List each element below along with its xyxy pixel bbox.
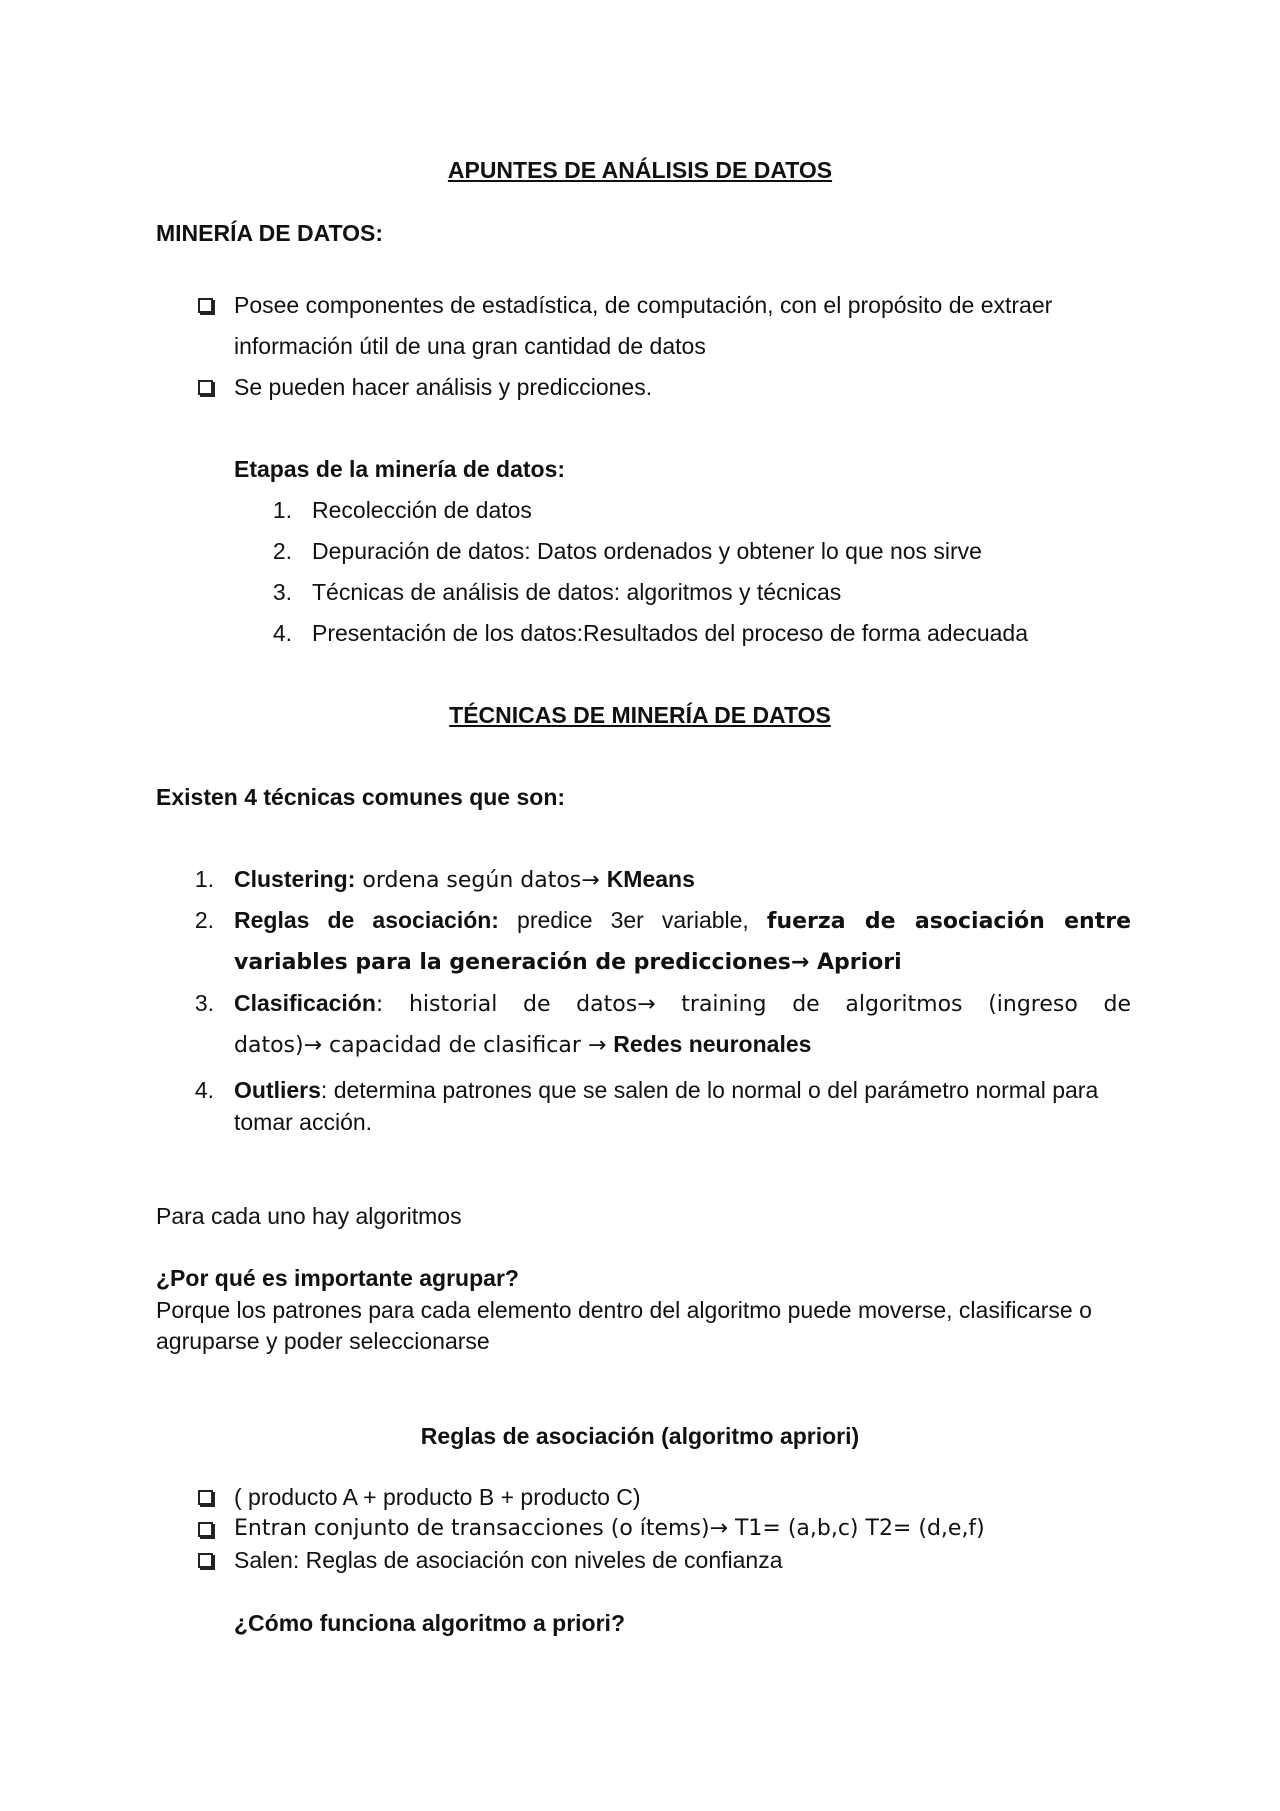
technique-bold-text: fuerza de asociación entre xyxy=(766,909,1131,934)
list-number: 4. xyxy=(272,620,292,646)
bullet-text: ( producto A + producto B + producto C) xyxy=(234,1484,641,1510)
bullet-text-continued: información útil de una gran cantidad de datos xyxy=(234,333,706,359)
technique-algorithm: Apriori xyxy=(817,950,902,975)
list-number: 1. xyxy=(272,497,292,523)
list-number: 3. xyxy=(194,990,214,1016)
section-heading-mineria: MINERÍA DE DATOS: xyxy=(156,220,384,246)
technique-bold-text: variables para la generación de predicciones→ xyxy=(234,950,817,975)
technique-item-continued: tomar acción. xyxy=(234,1109,373,1135)
list-number: 2. xyxy=(272,538,292,564)
checkbox-bullet-icon xyxy=(198,1490,213,1505)
checkbox-bullet-icon xyxy=(198,1553,213,1568)
stage-item: Presentación de los datos:Resultados del proceso de forma adecuada xyxy=(312,620,1029,646)
technique-text: : historial de datos→ training de algoritmos (ingreso de xyxy=(375,992,1131,1017)
stage-item: Técnicas de análisis de datos: algoritmos y técnicas xyxy=(312,579,842,605)
bullet-text: Salen: Reglas de asociación con niveles de confianza xyxy=(234,1547,783,1573)
technique-item xyxy=(234,866,695,894)
answer-text-continued: agruparse y poder seleccionarse xyxy=(156,1328,490,1354)
technique-item-continued xyxy=(234,948,902,976)
checkbox-bullet-icon xyxy=(198,298,213,313)
algorithms-note: Para cada uno hay algoritmos xyxy=(156,1203,462,1229)
technique-text: : determina patrones que se salen de lo normal o del parámetro normal para xyxy=(320,1077,1099,1103)
stages-heading: Etapas de la minería de datos: xyxy=(234,456,566,482)
list-number: 3. xyxy=(272,579,292,605)
stage-item: Depuración de datos: Datos ordenados y obtener lo que nos sirve xyxy=(312,538,982,564)
technique-text: datos)→ capacidad de clasificar → xyxy=(234,1033,614,1058)
technique-item-continued xyxy=(234,1031,811,1059)
section-heading-tecnicas: TÉCNICAS DE MINERÍA DE DATOS xyxy=(449,702,831,728)
technique-item xyxy=(234,907,1131,935)
technique-label: Reglas de asociación: xyxy=(234,907,499,933)
list-number: 1. xyxy=(194,866,214,892)
checkbox-bullet-icon xyxy=(198,1522,213,1537)
technique-text: predice 3er variable, xyxy=(498,907,767,933)
page-title: APUNTES DE ANÁLISIS DE DATOS xyxy=(447,157,833,183)
list-number: 4. xyxy=(194,1077,214,1103)
technique-label: Outliers xyxy=(234,1077,321,1103)
answer-text: Porque los patrones para cada elemento dentro del algoritmo puede moverse, clasificarse o xyxy=(156,1297,1092,1323)
techniques-intro: Existen 4 técnicas comunes que son: xyxy=(156,784,566,810)
technique-item xyxy=(234,990,1131,1018)
technique-label: Clustering: xyxy=(234,866,356,892)
technique-item xyxy=(234,1077,1098,1105)
checkbox-bullet-icon xyxy=(198,380,213,395)
section-heading-reglas: Reglas de asociación (algoritmo apriori) xyxy=(420,1423,860,1449)
technique-text: ordena según datos→ xyxy=(355,868,607,893)
bullet-text: Entran conjunto de transacciones (o ítems)→ T1= (a,b,c) T2= (d,e,f) xyxy=(234,1516,985,1541)
list-number: 2. xyxy=(194,907,214,933)
bullet-text: Posee componentes de estadística, de computación, con el propósito de extraer xyxy=(234,292,1053,318)
technique-algorithm: Redes neuronales xyxy=(613,1031,812,1057)
question-heading: ¿Cómo funciona algoritmo a priori? xyxy=(234,1610,625,1636)
technique-label: Clasificación xyxy=(234,990,376,1016)
bullet-text: Se pueden hacer análisis y predicciones. xyxy=(234,374,653,400)
technique-algorithm: KMeans xyxy=(606,866,695,892)
question-heading: ¿Por qué es importante agrupar? xyxy=(156,1265,519,1291)
stage-item: Recolección de datos xyxy=(312,497,532,523)
